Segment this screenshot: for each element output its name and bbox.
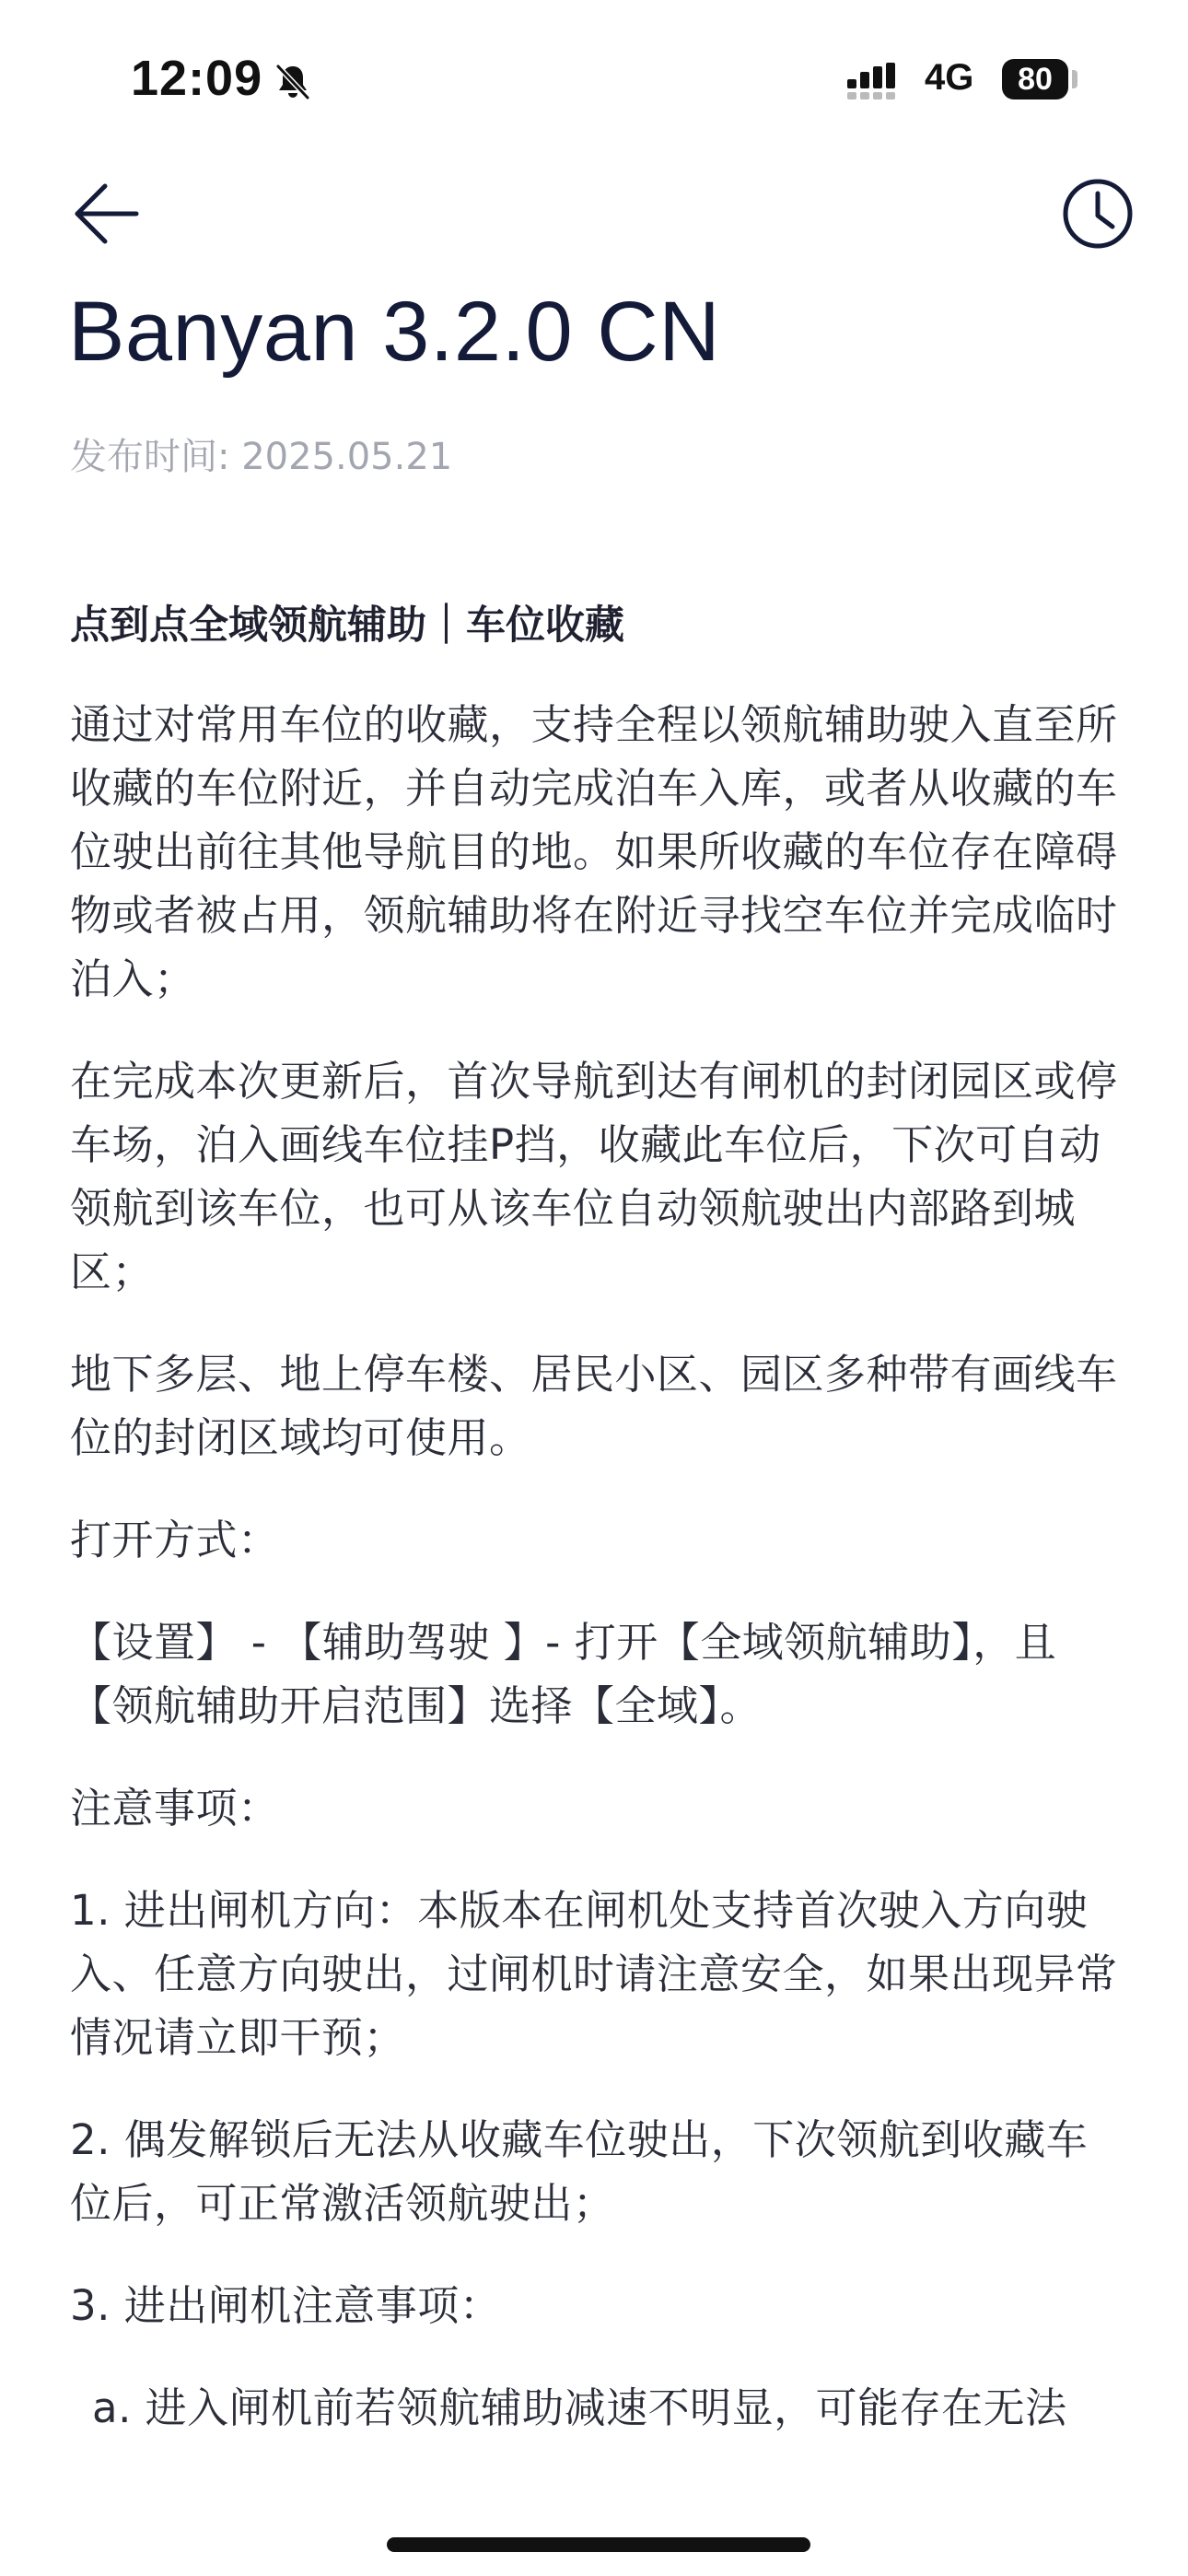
status-time: 12:09 xyxy=(131,51,263,106)
list-item: 3. 进出闸机注意事项： xyxy=(70,2281,502,2330)
subheading-notes: 注意事项： xyxy=(70,1784,280,1832)
list-item: 2. 偶发解锁后无法从收藏车位驶出，下次领航到收藏车位后，可正常激活领航驶出； xyxy=(70,2115,1089,2228)
status-bar xyxy=(0,0,1188,157)
section-heading: 点到点全域领航辅助｜车位收藏 xyxy=(70,603,624,649)
bell-slash-icon xyxy=(273,61,313,101)
subheading-open-method: 打开方式： xyxy=(70,1516,280,1564)
release-notes xyxy=(70,595,1129,2478)
arrow-left-icon[interactable] xyxy=(68,175,146,252)
home-indicator[interactable] xyxy=(387,2537,810,2552)
paragraph: 地下多层、地上停车楼、居民小区、园区多种带有画线车位的封闭区域均可使用。 xyxy=(70,1350,1118,1462)
list-subitem: a. 进入闸机前若领航辅助减速不明显，可能存在无法 xyxy=(92,2383,1067,2432)
paragraph: 【设置】 - 【辅助驾驶 】- 打开【全域领航辅助】，且【领航辅助开启范围】选择【全域】。 xyxy=(70,1618,1057,1730)
page-title: Banyan 3.2.0 CN xyxy=(68,285,721,379)
paragraph: 在完成本次更新后，首次导航到达有闸机的封闭园区或停车场，泊入画线车位挂P挡，收藏此车位后，下次可自动领航到该车位，也可从该车位自动领航驶出内部路到城区； xyxy=(70,1057,1118,1296)
network-type: 4G xyxy=(925,57,974,98)
clock-icon[interactable] xyxy=(1059,175,1136,252)
battery-indicator: 80 xyxy=(1002,59,1068,100)
release-date: 发布时间: 2025.05.21 xyxy=(70,436,453,478)
paragraph: 通过对常用车位的收藏，支持全程以领航辅助驶入直至所收藏的车位附近，并自动完成泊车入库，或者从收藏的车位驶出前往其他导航目的地。如果所收藏的车位存在障碍物或者被占用，领航辅助将在附近寻找空车位并完成临时泊入； xyxy=(70,700,1118,1003)
list-item: 1. 进出闸机方向：本版本在闸机处支持首次驶入方向驶入、任意方向驶出，过闸机时请注意安全，如果出现异常情况请立即干预； xyxy=(70,1886,1118,2062)
cellular-signal-icon xyxy=(847,63,908,100)
battery-cap xyxy=(1072,70,1077,88)
